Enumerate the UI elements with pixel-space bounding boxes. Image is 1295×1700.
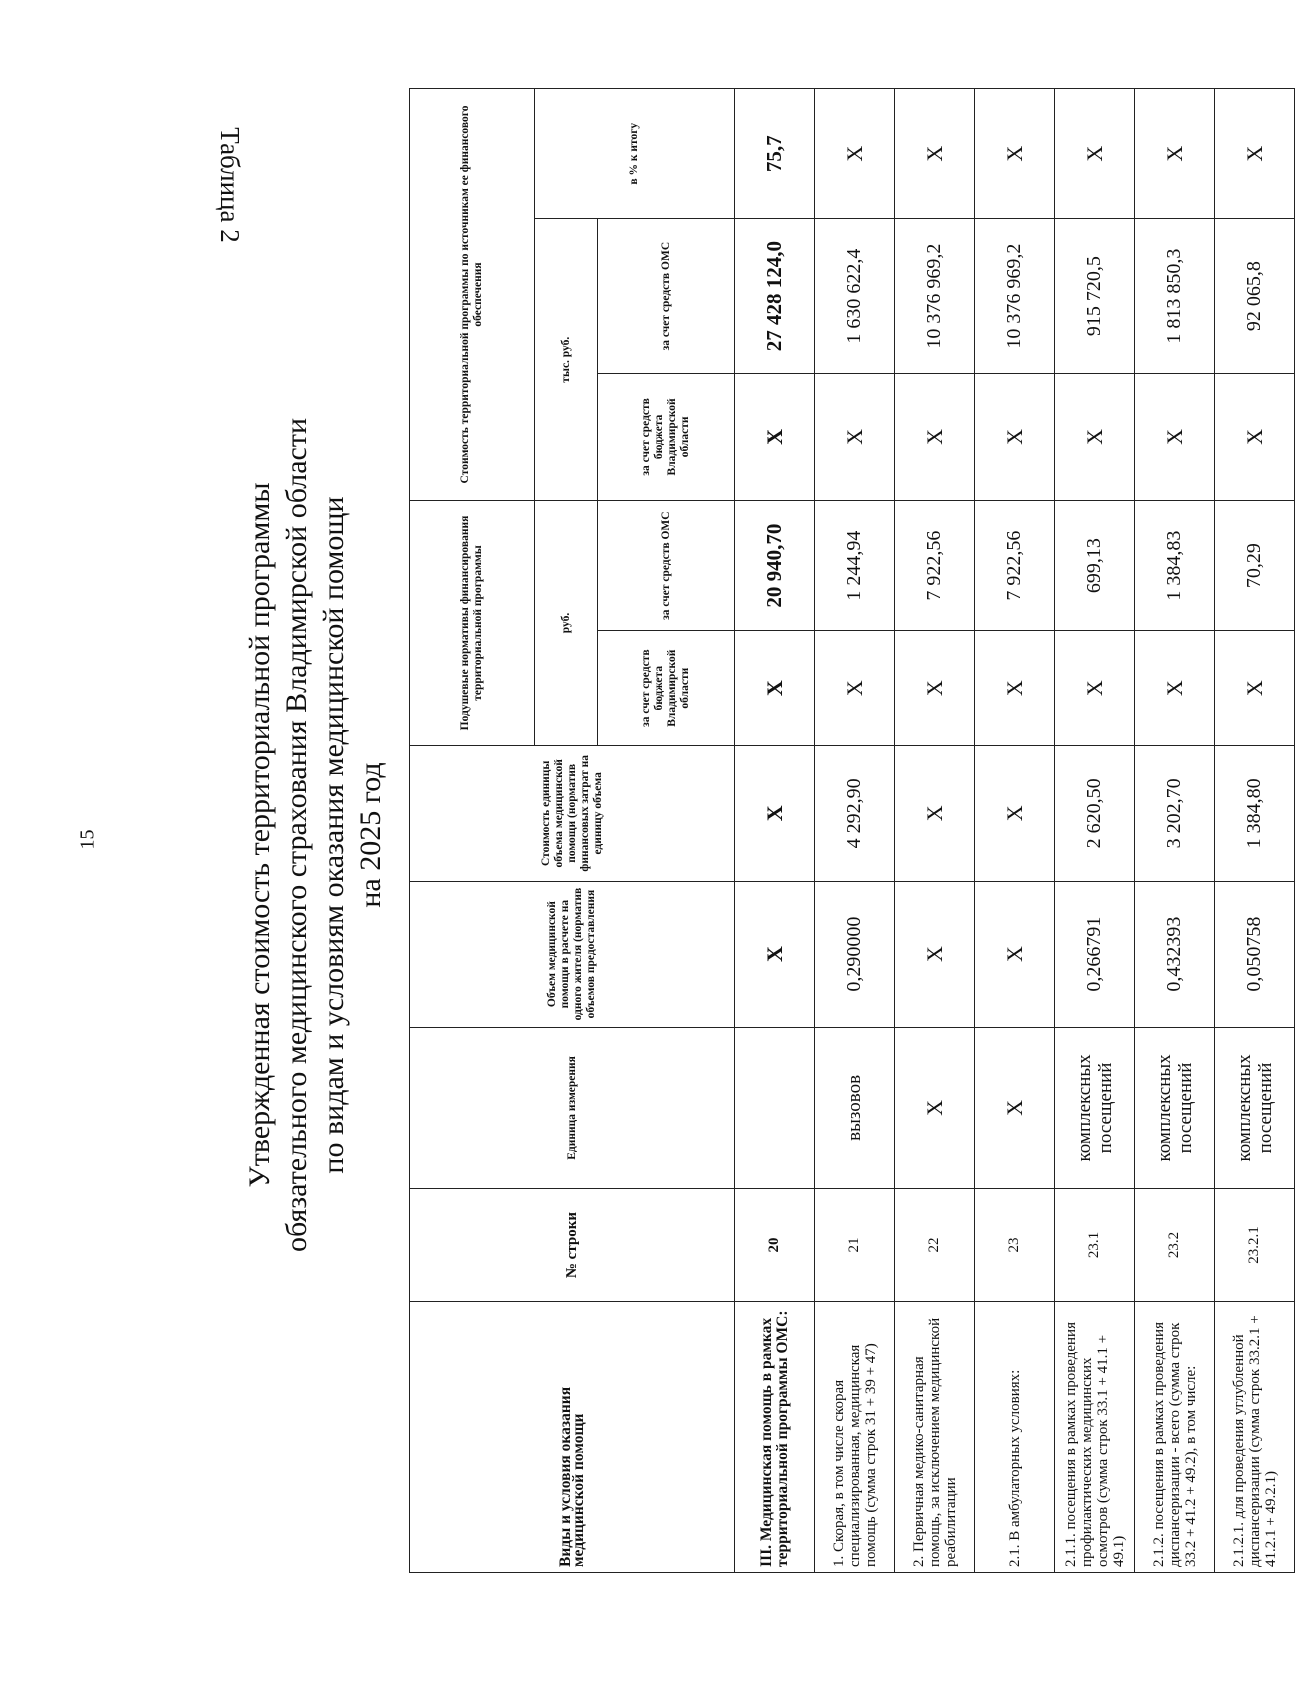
row-unit-cost: 4 292,90	[815, 746, 895, 882]
row-code: 22	[895, 1189, 975, 1302]
row-name: 1. Скорая, в том числе скорая специализированная, медицинская помощь (сумма строк 31 + 39 + 47)	[815, 1301, 895, 1572]
table-row	[895, 89, 975, 1573]
row-pc-budget: Х	[975, 631, 1055, 746]
header-unit-cost: Стоимость единицы объема медицинской помощи (норматив финансовых затрат на единицу объема	[410, 746, 735, 882]
row-unit: вызовов	[815, 1027, 895, 1189]
header-c-oms: за счет средств ОМС	[598, 219, 735, 373]
row-unit: комплексных посещений	[1135, 1027, 1215, 1189]
row-name: 2.1.2. посещения в рамках проведения диспансеризации - всего (сумма строк 33.2 + 41.2 + 49.2), в том числе:	[1135, 1301, 1215, 1572]
row-pc-budget: Х	[735, 631, 815, 746]
title-line-4: на 2025 год	[354, 762, 387, 908]
row-code: 23.2.1	[1215, 1189, 1295, 1302]
row-code: 23.2	[1135, 1189, 1215, 1302]
table-row	[1215, 89, 1295, 1573]
row-percent: 75,7	[735, 89, 815, 219]
row-volume: Х	[895, 881, 975, 1027]
row-unit-cost: 2 620,50	[1055, 746, 1135, 882]
row-unit: Х	[975, 1027, 1055, 1189]
row-c-budget: Х	[975, 373, 1055, 500]
table-row	[975, 89, 1055, 1573]
row-name: 2.1.2.1. для проведения углубленной диспансеризации (сумма строк 33.2.1 + 41.2.1 + 49.2.1)	[1215, 1301, 1295, 1572]
row-unit-cost: Х	[975, 746, 1055, 882]
table-caption: Таблица 2	[215, 127, 245, 243]
table-row	[815, 89, 895, 1573]
row-percent: Х	[1215, 89, 1295, 219]
row-c-budget: Х	[895, 373, 975, 500]
row-c-oms: 10 376 969,2	[975, 219, 1055, 373]
row-pc-oms: 20 940,70	[735, 500, 815, 630]
page-number: 15	[76, 829, 99, 850]
row-c-budget: Х	[735, 373, 815, 500]
document-title	[241, 165, 389, 1505]
row-unit: комплексных посещений	[1215, 1027, 1295, 1189]
row-c-budget: Х	[815, 373, 895, 500]
row-c-oms: 915 720,5	[1055, 219, 1135, 373]
row-pc-oms: 7 922,56	[895, 500, 975, 630]
header-types: Виды и условия оказания медицинской помощи	[410, 1301, 735, 1572]
row-volume: Х	[735, 881, 815, 1027]
row-unit-cost: Х	[895, 746, 975, 882]
row-name: III. Медицинская помощь в рамках территориальной программы ОМС:	[735, 1301, 815, 1572]
row-pc-budget: Х	[1055, 631, 1135, 746]
header-pc-oms: за счет средств ОМС	[598, 500, 735, 630]
header-per-capita: Подушевые нормативы финансирования территориальной программы	[410, 500, 535, 745]
row-name: 2. Первичная медико-санитарная помощь, за исключением медицинской реабилитации	[895, 1301, 975, 1572]
row-percent: Х	[1135, 89, 1215, 219]
header-unit: Единица измерения	[410, 1027, 735, 1189]
row-pc-budget: Х	[1215, 631, 1295, 746]
table-row	[735, 89, 815, 1573]
row-c-oms: 10 376 969,2	[895, 219, 975, 373]
row-volume: 0,290000	[815, 881, 895, 1027]
row-code: 23.1	[1055, 1189, 1135, 1302]
row-c-oms: 27 428 124,0	[735, 219, 815, 373]
row-unit	[735, 1027, 815, 1189]
header-cost-unit: тыс. руб.	[535, 219, 598, 501]
title-line-1: Утвержденная стоимость территориальной программы	[243, 482, 276, 1188]
row-c-oms: 1 630 622,4	[815, 219, 895, 373]
row-volume: 0,050758	[1215, 881, 1295, 1027]
row-percent: Х	[1055, 89, 1135, 219]
row-pc-oms: 70,29	[1215, 500, 1295, 630]
row-pc-budget: Х	[895, 631, 975, 746]
header-pc-budget: за счет средств бюджета Владимирской области	[598, 631, 735, 746]
row-volume: Х	[975, 881, 1055, 1027]
row-pc-oms: 7 922,56	[975, 500, 1055, 630]
row-pc-oms: 1 244,94	[815, 500, 895, 630]
row-pc-budget: Х	[815, 631, 895, 746]
row-code: 21	[815, 1189, 895, 1302]
row-volume: 0,266791	[1055, 881, 1135, 1027]
row-c-oms: 92 065,8	[1215, 219, 1295, 373]
cost-table	[409, 88, 1295, 1573]
row-unit-cost: 1 384,80	[1215, 746, 1295, 882]
row-percent: Х	[815, 89, 895, 219]
row-name: 2.1.1. посещения в рамках проведения профилактических медицинских осмотров (сумма строк 33.1 + 41.1 + 49.1)	[1055, 1301, 1135, 1572]
header-volume: Объем медицинской помощи в расчете на одного жителя (норматив объемов предоставления	[410, 881, 735, 1027]
row-unit: комплексных посещений	[1055, 1027, 1135, 1189]
table-row	[1135, 89, 1215, 1573]
header-percent: в % к итогу	[535, 89, 735, 219]
cost-table-wrapper	[409, 88, 1279, 1573]
row-volume: 0,432393	[1135, 881, 1215, 1027]
row-percent: Х	[895, 89, 975, 219]
row-code: 23	[975, 1189, 1055, 1302]
header-per-capita-unit: руб.	[535, 500, 598, 745]
header-row-no: № строки	[410, 1189, 735, 1302]
row-c-budget: Х	[1055, 373, 1135, 500]
table-row	[1055, 89, 1135, 1573]
row-unit-cost: Х	[735, 746, 815, 882]
row-unit-cost: 3 202,70	[1135, 746, 1215, 882]
row-pc-oms: 699,13	[1055, 500, 1135, 630]
row-percent: Х	[975, 89, 1055, 219]
title-line-3: по видам и условиям оказания медицинской помощи	[317, 496, 350, 1174]
row-pc-oms: 1 384,83	[1135, 500, 1215, 630]
row-c-budget: Х	[1135, 373, 1215, 500]
row-name: 2.1. В амбулаторных условиях:	[975, 1301, 1055, 1572]
row-c-budget: Х	[1215, 373, 1295, 500]
header-program-cost: Стоимость территориальной программы по источникам ее финансового обеспечения	[410, 89, 535, 501]
title-line-2: обязательного медицинского страхования Владимирской области	[280, 417, 313, 1253]
header-c-budget: за счет средств бюджета Владимирской области	[598, 373, 735, 500]
row-c-oms: 1 813 850,3	[1135, 219, 1215, 373]
row-unit: Х	[895, 1027, 975, 1189]
row-pc-budget: Х	[1135, 631, 1215, 746]
row-code: 20	[735, 1189, 815, 1302]
